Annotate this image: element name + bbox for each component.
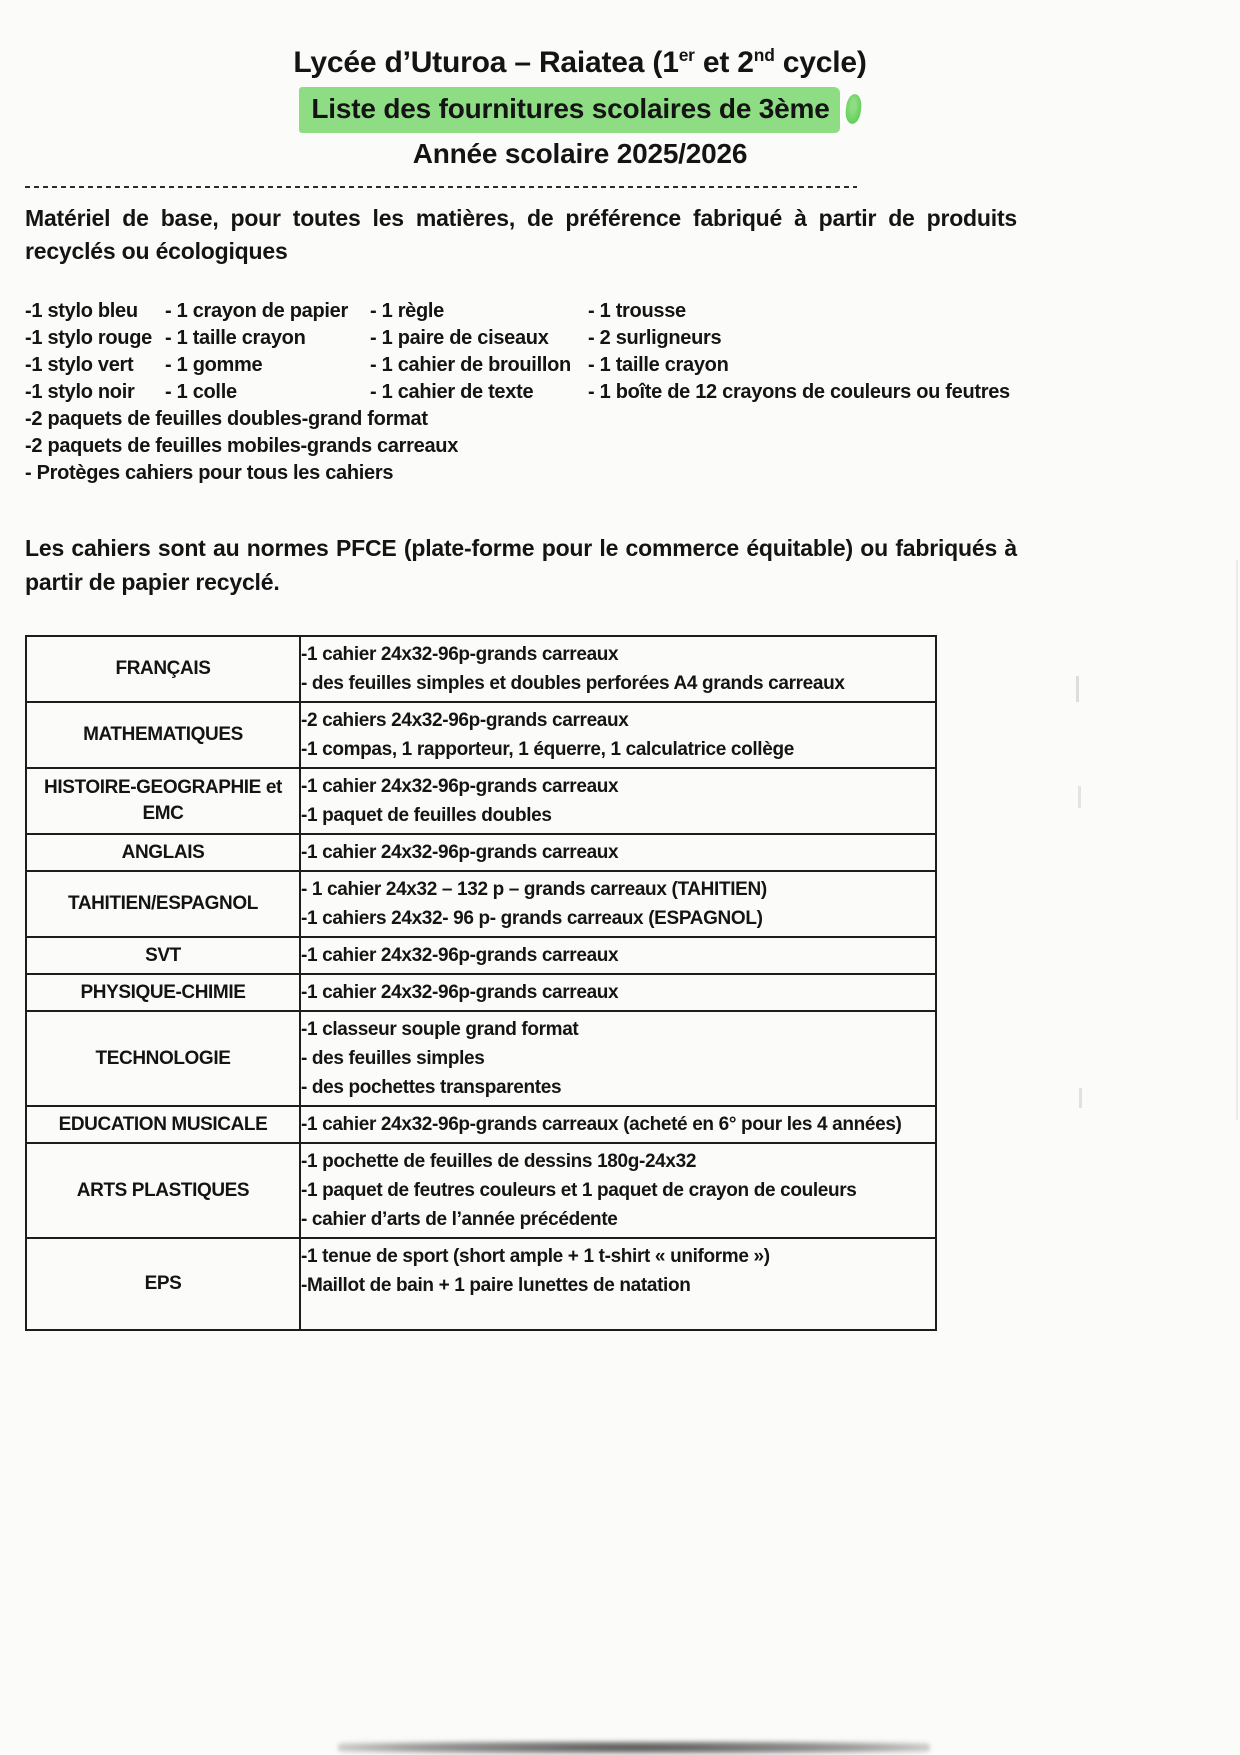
subject-cell: SVT	[26, 937, 300, 974]
base-supplies-extra	[25, 406, 1215, 487]
base-item: -1 stylo vert	[25, 354, 134, 376]
item-line: - des feuilles simples et doubles perforées A4 grands carreaux	[301, 673, 845, 694]
items-cell	[300, 1011, 936, 1106]
item-line: - cahier d’arts de l’année précédente	[301, 1209, 618, 1230]
title-superscript-er: er	[678, 45, 695, 65]
items-cell	[300, 974, 936, 1011]
items-cell	[300, 871, 936, 937]
table-row	[26, 834, 936, 871]
item-line: - 1 cahier 24x32 – 132 p – grands carreaux (TAHITIEN)	[301, 879, 767, 900]
item-line: -1 cahier 24x32-96p-grands carreaux	[301, 776, 619, 797]
items-cell	[300, 1238, 936, 1330]
subject-cell: HISTOIRE-GEOGRAPHIE et EMC	[26, 768, 300, 834]
item-line: -1 cahier 24x32-96p-grands carreaux	[301, 982, 619, 1003]
table-row	[26, 871, 936, 937]
subject-cell: EDUCATION MUSICALE	[26, 1106, 300, 1143]
item-line: -1 paquet de feuilles doubles	[301, 805, 552, 826]
item-line: -1 cahier 24x32-96p-grands carreaux	[301, 945, 619, 966]
base-supplies-grid	[25, 298, 1215, 406]
subject-cell: TECHNOLOGIE	[26, 1011, 300, 1106]
item-line: - des feuilles simples	[301, 1048, 485, 1069]
table-row	[26, 937, 936, 974]
base-item: - 1 taille crayon	[165, 327, 306, 349]
item-line: -1 cahier 24x32-96p-grands carreaux	[301, 644, 619, 665]
base-item: -2 paquets de feuilles doubles-grand format	[25, 408, 428, 430]
item-line: -1 pochette de feuilles de dessins 180g-24x32	[301, 1151, 697, 1172]
items-cell	[300, 937, 936, 974]
base-item: - Protèges cahiers pour tous les cahiers	[25, 462, 394, 484]
scan-artifact-mark	[1078, 786, 1081, 808]
base-item: - 1 règle	[370, 300, 444, 322]
base-item: - 2 surligneurs	[588, 327, 722, 349]
item-line: -1 classeur souple grand format	[301, 1019, 579, 1040]
table-row	[26, 636, 936, 702]
item-line: -1 tenue de sport (short ample + 1 t-shirt « uniforme »)	[301, 1246, 770, 1267]
base-item: - 1 taille crayon	[588, 354, 729, 376]
base-item: -2 paquets de feuilles mobiles-grands carreaux	[25, 435, 459, 457]
item-line: -Maillot de bain + 1 paire lunettes de natation	[301, 1275, 691, 1296]
items-cell	[300, 636, 936, 702]
base-item: - 1 trousse	[588, 300, 686, 322]
title-text: cycle)	[774, 46, 867, 79]
base-item: - 1 paire de ciseaux	[370, 327, 549, 349]
base-item: - 1 crayon de papier	[165, 300, 348, 322]
items-cell	[300, 1143, 936, 1238]
highlighted-subtitle: Liste des fournitures scolaires de 3ème	[299, 87, 839, 133]
scan-artifact-bottom	[338, 1741, 930, 1754]
item-line: -1 compas, 1 rapporteur, 1 équerre, 1 calculatrice collège	[301, 739, 794, 760]
item-line: - des pochettes transparentes	[301, 1077, 562, 1098]
item-line: -2 cahiers 24x32-96p-grands carreaux	[301, 710, 629, 731]
scan-artifact-mark	[1079, 1088, 1082, 1108]
table-row	[26, 768, 936, 834]
subject-cell: PHYSIQUE-CHIMIE	[26, 974, 300, 1011]
scan-artifact-right-edge	[1236, 560, 1238, 1120]
item-line: -1 paquet de feutres couleurs et 1 paquet de crayon de couleurs	[301, 1180, 857, 1201]
subject-cell: ANGLAIS	[26, 834, 300, 871]
scan-artifact-mark	[1076, 676, 1079, 702]
base-item: - 1 cahier de brouillon	[370, 354, 571, 376]
base-item: - 1 gomme	[165, 354, 263, 376]
document-header	[25, 44, 1135, 172]
item-line: -1 cahier 24x32-96p-grands carreaux	[301, 842, 619, 863]
dashed-separator	[25, 186, 857, 188]
items-cell	[300, 834, 936, 871]
subjects-table	[25, 635, 937, 1331]
title-text: et 2	[694, 46, 754, 79]
base-item: -1 stylo noir	[25, 381, 135, 403]
school-year: Année scolaire 2025/2026	[412, 138, 748, 169]
pfce-note: Les cahiers sont au normes PFCE (plate-forme pour le commerce équitable) ou fabriqués à partir de papier recyclé.	[25, 535, 1017, 595]
base-item: - 1 cahier de texte	[370, 381, 534, 403]
base-item: - 1 boîte de 12 crayons de couleurs ou feutres	[588, 381, 1010, 403]
subject-cell: ARTS PLASTIQUES	[26, 1143, 300, 1238]
intro-paragraph: Matériel de base, pour toutes les matières, de préférence fabriqué à partir de produits recyclés ou écologiques	[25, 205, 1017, 264]
items-cell	[300, 1106, 936, 1143]
page-title	[25, 44, 1135, 82]
table-row	[26, 1011, 936, 1106]
subject-cell: MATHEMATIQUES	[26, 702, 300, 768]
table-row	[26, 1143, 936, 1238]
subject-cell: FRANÇAIS	[26, 636, 300, 702]
base-item: -1 stylo bleu	[25, 300, 138, 322]
table-row	[26, 1238, 936, 1330]
subject-cell: EPS	[26, 1238, 300, 1330]
subjects-table-body	[26, 636, 936, 1330]
items-cell	[300, 702, 936, 768]
items-cell	[300, 768, 936, 834]
base-item: -1 stylo rouge	[25, 327, 152, 349]
base-item: - 1 colle	[165, 381, 237, 403]
title-text: Lycée d’Uturoa – Raiatea (1	[293, 46, 679, 79]
table-row	[26, 974, 936, 1011]
table-row	[26, 1106, 936, 1143]
table-row	[26, 702, 936, 768]
highlighter-stroke-end	[844, 93, 863, 125]
item-line: -1 cahier 24x32-96p-grands carreaux (acheté en 6° pour les 4 années)	[301, 1114, 902, 1135]
subject-cell: TAHITIEN/ESPAGNOL	[26, 871, 300, 937]
subtitle-line	[25, 87, 1135, 134]
item-line: -1 cahiers 24x32- 96 p- grands carreaux (ESPAGNOL)	[301, 908, 763, 929]
title-superscript-nd: nd	[753, 45, 775, 65]
